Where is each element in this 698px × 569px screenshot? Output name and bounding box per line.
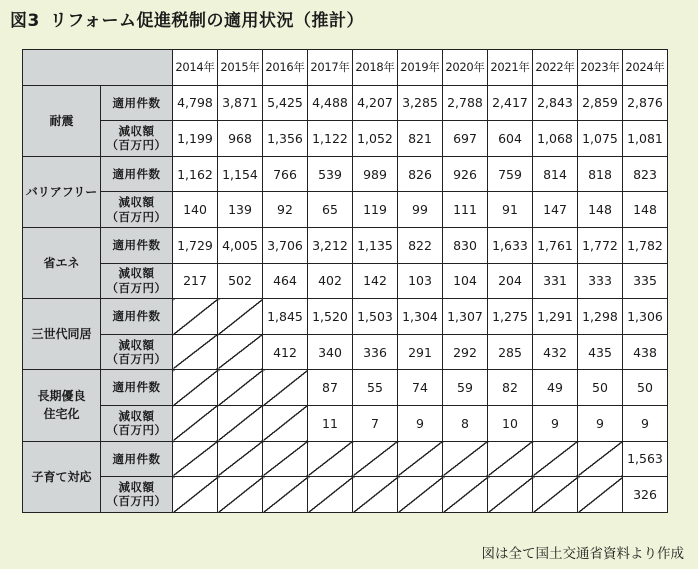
metric-label-text: 減収額 [118, 408, 155, 423]
tax-application-table [22, 49, 668, 513]
value-cell: 1,503 [353, 299, 398, 335]
value-cell: 1,122 [308, 121, 353, 157]
category-label [23, 441, 101, 512]
metric-label-reduction [101, 334, 173, 370]
year-header: 2018年 [353, 50, 398, 86]
table-row [23, 227, 668, 263]
value-cell: 1,199 [173, 121, 218, 157]
not-applicable-cell [578, 441, 623, 477]
metric-label-count [101, 441, 173, 477]
value-cell: 5,425 [263, 85, 308, 121]
category-label-line: 三世代同居 [31, 327, 92, 342]
value-cell: 9 [578, 405, 623, 441]
not-applicable-cell [173, 334, 218, 370]
value-cell: 1,729 [173, 227, 218, 263]
value-cell: 335 [623, 263, 668, 299]
not-applicable-cell [263, 441, 308, 477]
metric-label-reduction [101, 121, 173, 157]
value-cell: 1,291 [533, 299, 578, 335]
year-header: 2024年 [623, 50, 668, 86]
value-cell: 331 [533, 263, 578, 299]
value-cell: 4,005 [218, 227, 263, 263]
value-cell: 104 [443, 263, 488, 299]
value-cell: 10 [488, 405, 533, 441]
not-applicable-cell [173, 370, 218, 406]
not-applicable-cell [308, 441, 353, 477]
value-cell: 55 [353, 370, 398, 406]
value-cell: 333 [578, 263, 623, 299]
value-cell: 82 [488, 370, 533, 406]
metric-label-unit: （百万円） [106, 138, 167, 153]
value-cell: 7 [353, 405, 398, 441]
value-cell: 1,307 [443, 299, 488, 335]
metric-label-unit: （百万円） [106, 494, 167, 509]
value-cell: 140 [173, 192, 218, 228]
metric-label-unit: （百万円） [106, 423, 167, 438]
value-cell: 3,706 [263, 227, 308, 263]
value-cell: 1,761 [533, 227, 578, 263]
table-row [23, 156, 668, 192]
value-cell: 412 [263, 334, 308, 370]
value-cell: 204 [488, 263, 533, 299]
metric-label-text: 減収額 [118, 195, 155, 210]
metric-label-text: 適用件数 [112, 451, 161, 466]
value-cell: 766 [263, 156, 308, 192]
metric-label-text: 適用件数 [112, 95, 161, 110]
category-label-line: 子育て対応 [31, 469, 92, 484]
not-applicable-cell [263, 370, 308, 406]
figure-title [8, 6, 364, 31]
metric-label-text: 減収額 [118, 266, 155, 281]
value-cell: 814 [533, 156, 578, 192]
not-applicable-cell [263, 405, 308, 441]
value-cell: 9 [533, 405, 578, 441]
value-cell: 87 [308, 370, 353, 406]
value-cell: 2,417 [488, 85, 533, 121]
year-header: 2021年 [488, 50, 533, 86]
metric-label-reduction [101, 477, 173, 513]
not-applicable-cell [488, 441, 533, 477]
year-header: 2016年 [263, 50, 308, 86]
value-cell: 830 [443, 227, 488, 263]
value-cell: 438 [623, 334, 668, 370]
value-cell: 3,212 [308, 227, 353, 263]
not-applicable-cell [173, 299, 218, 335]
value-cell: 99 [398, 192, 443, 228]
metric-label-reduction [101, 405, 173, 441]
value-cell: 8 [443, 405, 488, 441]
value-cell: 502 [218, 263, 263, 299]
not-applicable-cell [173, 405, 218, 441]
table-row [23, 299, 668, 335]
not-applicable-cell [578, 477, 623, 513]
value-cell: 2,876 [623, 85, 668, 121]
value-cell: 336 [353, 334, 398, 370]
value-cell: 1,845 [263, 299, 308, 335]
year-header: 2022年 [533, 50, 578, 86]
not-applicable-cell [533, 477, 578, 513]
metric-label-unit: （百万円） [106, 352, 167, 367]
figure-number: 図3 [10, 11, 40, 31]
value-cell: 59 [443, 370, 488, 406]
year-header-row [23, 50, 668, 86]
metric-label-count [101, 370, 173, 406]
value-cell: 821 [398, 121, 443, 157]
value-cell: 1,782 [623, 227, 668, 263]
value-cell: 926 [443, 156, 488, 192]
value-cell: 464 [263, 263, 308, 299]
value-cell: 1,275 [488, 299, 533, 335]
value-cell: 148 [623, 192, 668, 228]
source-note: 図は全て国土交通省資料より作成 [481, 546, 684, 562]
metric-label-text: 適用件数 [112, 238, 161, 253]
year-header: 2015年 [218, 50, 263, 86]
value-cell: 1,306 [623, 299, 668, 335]
table-row [23, 121, 668, 157]
metric-label-text: 適用件数 [112, 380, 161, 395]
metric-label-count [101, 299, 173, 335]
value-cell: 119 [353, 192, 398, 228]
value-cell: 2,788 [443, 85, 488, 121]
value-cell: 697 [443, 121, 488, 157]
not-applicable-cell [443, 441, 488, 477]
value-cell: 3,871 [218, 85, 263, 121]
table-row [23, 477, 668, 513]
category-label-line: 長期優良 [37, 389, 86, 404]
not-applicable-cell [173, 477, 218, 513]
value-cell: 1,154 [218, 156, 263, 192]
not-applicable-cell [263, 477, 308, 513]
table-row [23, 192, 668, 228]
value-cell: 2,859 [578, 85, 623, 121]
metric-label-unit: （百万円） [106, 280, 167, 295]
category-label [23, 227, 101, 298]
metric-label-count [101, 156, 173, 192]
value-cell: 2,843 [533, 85, 578, 121]
table-row [23, 441, 668, 477]
not-applicable-cell [218, 477, 263, 513]
value-cell: 1,075 [578, 121, 623, 157]
value-cell: 111 [443, 192, 488, 228]
value-cell: 11 [308, 405, 353, 441]
table-row [23, 85, 668, 121]
not-applicable-cell [488, 477, 533, 513]
value-cell: 74 [398, 370, 443, 406]
value-cell: 1,772 [578, 227, 623, 263]
value-cell: 326 [623, 477, 668, 513]
value-cell: 50 [578, 370, 623, 406]
value-cell: 9 [623, 405, 668, 441]
value-cell: 826 [398, 156, 443, 192]
value-cell: 539 [308, 156, 353, 192]
category-label [23, 370, 101, 441]
year-header: 2020年 [443, 50, 488, 86]
metric-label-text: 減収額 [118, 480, 155, 495]
value-cell: 1,304 [398, 299, 443, 335]
year-header: 2014年 [173, 50, 218, 86]
year-header: 2017年 [308, 50, 353, 86]
value-cell: 103 [398, 263, 443, 299]
value-cell: 147 [533, 192, 578, 228]
value-cell: 139 [218, 192, 263, 228]
not-applicable-cell [218, 334, 263, 370]
value-cell: 432 [533, 334, 578, 370]
value-cell: 1,356 [263, 121, 308, 157]
not-applicable-cell [533, 441, 578, 477]
not-applicable-cell [398, 477, 443, 513]
category-label-line: 省エネ [43, 256, 80, 271]
not-applicable-cell [443, 477, 488, 513]
value-cell: 291 [398, 334, 443, 370]
value-cell: 49 [533, 370, 578, 406]
metric-label-text: 減収額 [118, 124, 155, 139]
not-applicable-cell [218, 299, 263, 335]
value-cell: 50 [623, 370, 668, 406]
value-cell: 968 [218, 121, 263, 157]
value-cell: 142 [353, 263, 398, 299]
value-cell: 604 [488, 121, 533, 157]
not-applicable-cell [173, 441, 218, 477]
table-row [23, 334, 668, 370]
not-applicable-cell [398, 441, 443, 477]
value-cell: 4,488 [308, 85, 353, 121]
metric-label-text: 減収額 [118, 337, 155, 352]
value-cell: 1,052 [353, 121, 398, 157]
value-cell: 435 [578, 334, 623, 370]
table-row [23, 263, 668, 299]
category-label-line: 耐震 [49, 113, 74, 128]
metric-label-reduction [101, 192, 173, 228]
value-cell: 91 [488, 192, 533, 228]
value-cell: 65 [308, 192, 353, 228]
value-cell: 1,563 [623, 441, 668, 477]
value-cell: 4,207 [353, 85, 398, 121]
value-cell: 1,068 [533, 121, 578, 157]
year-header: 2023年 [578, 50, 623, 86]
value-cell: 759 [488, 156, 533, 192]
value-cell: 822 [398, 227, 443, 263]
category-label [23, 299, 101, 370]
figure-title-text: リフォーム促進税制の適用状況（推計） [49, 11, 364, 31]
table-row [23, 405, 668, 441]
value-cell: 1,520 [308, 299, 353, 335]
year-header: 2019年 [398, 50, 443, 86]
value-cell: 1,298 [578, 299, 623, 335]
metric-label-unit: （百万円） [106, 209, 167, 224]
metric-label-count [101, 85, 173, 121]
metric-label-text: 適用件数 [112, 309, 161, 324]
value-cell: 9 [398, 405, 443, 441]
table-body [23, 85, 668, 512]
value-cell: 1,081 [623, 121, 668, 157]
header-corner [23, 50, 173, 86]
category-label [23, 156, 101, 227]
not-applicable-cell [218, 370, 263, 406]
value-cell: 340 [308, 334, 353, 370]
category-label [23, 85, 101, 156]
metric-label-count [101, 227, 173, 263]
value-cell: 285 [488, 334, 533, 370]
category-label-line: バリアフリー [25, 184, 98, 199]
value-cell: 148 [578, 192, 623, 228]
value-cell: 3,285 [398, 85, 443, 121]
not-applicable-cell [218, 405, 263, 441]
category-label-line: 住宅化 [43, 407, 80, 422]
value-cell: 818 [578, 156, 623, 192]
not-applicable-cell [218, 441, 263, 477]
value-cell: 1,633 [488, 227, 533, 263]
table-row [23, 370, 668, 406]
value-cell: 1,135 [353, 227, 398, 263]
value-cell: 4,798 [173, 85, 218, 121]
metric-label-text: 適用件数 [112, 166, 161, 181]
value-cell: 292 [443, 334, 488, 370]
value-cell: 823 [623, 156, 668, 192]
metric-label-reduction [101, 263, 173, 299]
value-cell: 402 [308, 263, 353, 299]
value-cell: 1,162 [173, 156, 218, 192]
value-cell: 217 [173, 263, 218, 299]
value-cell: 989 [353, 156, 398, 192]
not-applicable-cell [308, 477, 353, 513]
not-applicable-cell [353, 477, 398, 513]
value-cell: 92 [263, 192, 308, 228]
not-applicable-cell [353, 441, 398, 477]
